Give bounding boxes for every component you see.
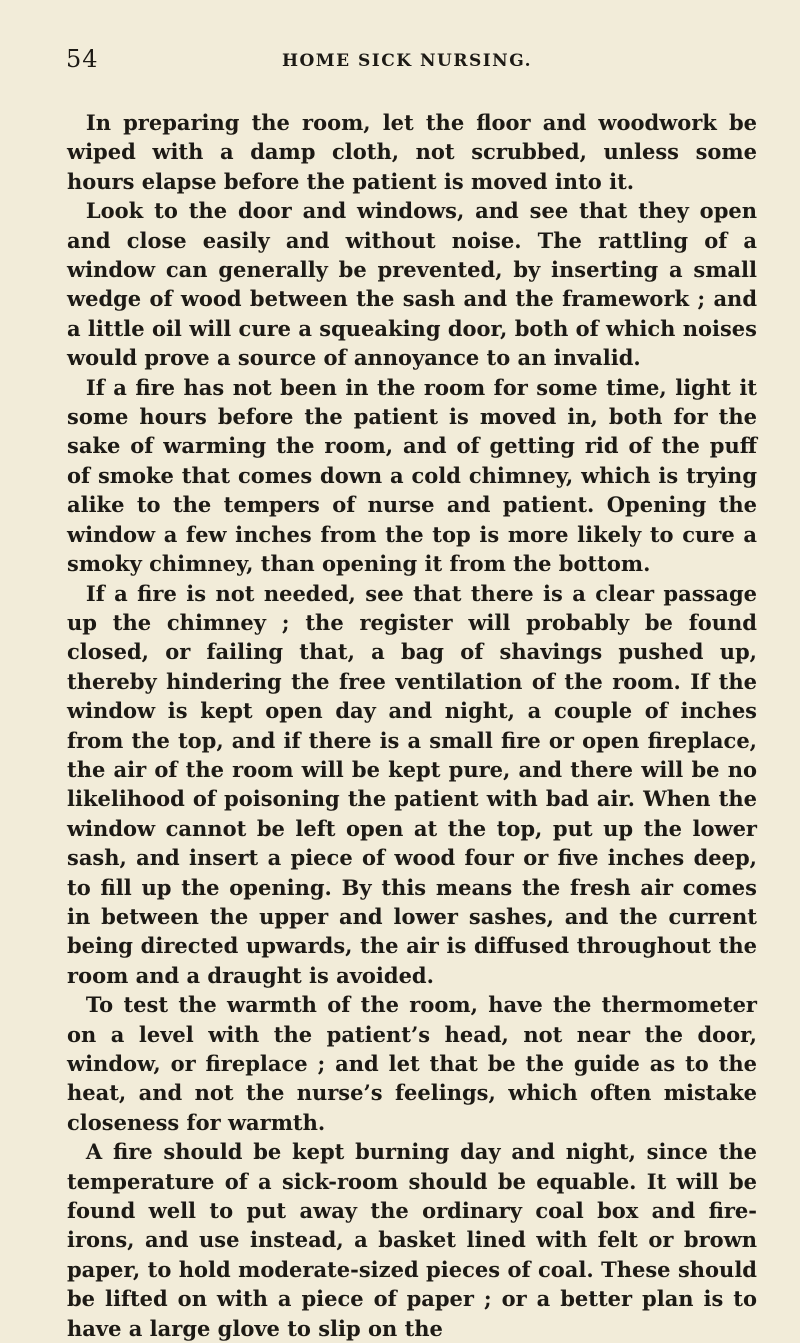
paragraph-keeping-fire: A fire should be kept burning day and night, since the temperature of a sick-room should be equable. It will be found well to put away the ordinary coal box and fire-irons, and use instead, a basket lined with felt or brown paper, to hold moderate-sized pieces of coal. These should be lifted on with a piece of paper ; or a better plan is to have a large glove to slip on the xyxy=(67,1139,757,1341)
body-text xyxy=(67,108,757,1343)
paragraph-room-warmth: To test the warmth of the room, have the thermometer on a level with the patient’s head, not near the door, window, or fireplace ; and let that be the guide as to the heat, and not the nurse’s feelings, which often mistake closeness for warmth. xyxy=(67,992,757,1135)
running-head xyxy=(66,45,748,79)
paragraph-doors-windows: Look to the door and windows, and see that they open and close easily and without noise. The rattling of a window can generally be prevented, by inserting a small wedge of wood between the sash and the framework ; and a little oil will cure a squeaking door, both of which noises would prove a source of annoyance to an invalid. xyxy=(67,198,757,371)
paragraph-lighting-fire: If a fire has not been in the room for some time, light it some hours before the patient is moved in, both for the sake of warming the room, and of getting rid of the puff of smoke that comes down a cold chimney, which is trying alike to the tempers of nurse and patient. Opening the window a few inches from the top is more likely to cure a smoky chimney, than opening it from the bottom. xyxy=(67,374,757,577)
paragraph-room-preparation: In preparing the room, let the floor and woodwork be wiped with a damp cloth, not scrubbed, unless some hours elapse before the patient is moved into it. xyxy=(67,110,757,194)
paragraph-ventilation: If a fire is not needed, see that there is a clear passage up the chimney ; the register will probably be found closed, or failing that, a bag of shavings pushed up, thereby hindering the free ventilation of the room. If the window is kept open day and night, a couple of inches from the top, and if there is a small fire or open fireplace, the air of the room will be kept pure, and there will be no likelihood of poisoning the patient with bad air. When the window cannot be left open at the top, put up the lower sash, and insert a piece of wood four or five inches deep, to fill up the opening. By this means the fresh air comes in between the upper and lower sashes, and the current being directed upwards, the air is diffused throughout the room and a draught is avoided. xyxy=(67,580,757,988)
running-title: HOME SICK NURSING. xyxy=(281,51,533,71)
page-number: 54 xyxy=(66,45,99,73)
